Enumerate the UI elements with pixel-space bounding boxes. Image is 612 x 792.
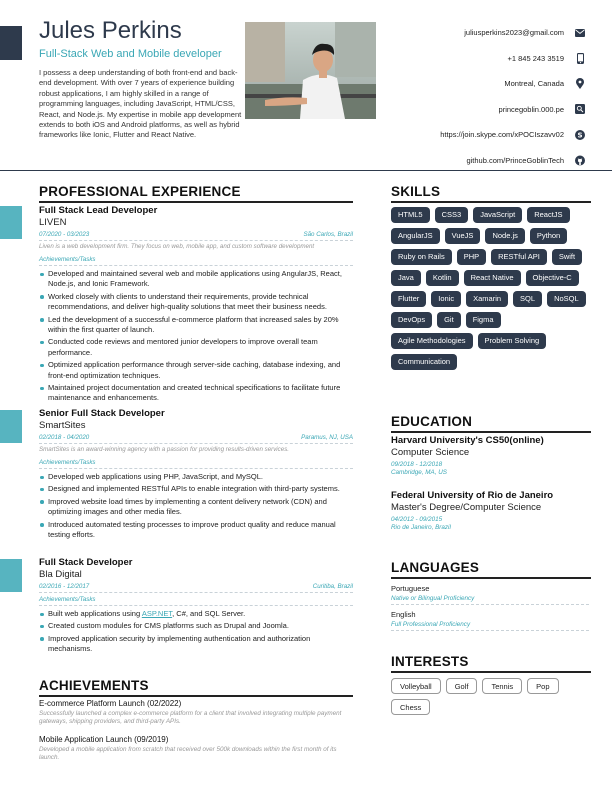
language-level: Native or Bilingual Proficiency <box>391 595 589 605</box>
skills-heading: SKILLS <box>391 184 441 199</box>
job-entry <box>39 408 353 542</box>
education-location: Rio de Janeiro, Brazil <box>391 523 451 531</box>
education-entry <box>391 490 591 531</box>
job-description: Liven is a web development firm. They focus on web, mobile app, and custom software development <box>39 243 315 250</box>
skill-tag: RESTful API <box>491 249 547 265</box>
experience-heading-rule <box>39 201 353 203</box>
interests-heading-rule <box>391 671 591 673</box>
job-bullet: Led the development of a successful e-commerce platform that increased sales by 20% within the first quarter of launch. <box>39 315 353 336</box>
skill-tag: Python <box>530 228 567 244</box>
achievement-description: Developed a mobile application from scratch that received over 500k downloads within the first month of its launch. <box>39 746 337 762</box>
skill-tag: Communication <box>391 354 457 370</box>
language-name: Portuguese <box>391 584 430 593</box>
job-bullet-list <box>39 472 353 540</box>
languages-heading-rule <box>391 577 591 579</box>
skill-tag: SQL <box>513 291 542 307</box>
job-bullet: Designed and implemented RESTful APIs to enable integration with third-party systems. <box>39 484 353 494</box>
skill-tag: Java <box>391 270 421 286</box>
skill-tag: JavaScript <box>473 207 522 223</box>
education-location: Cambridge, MA, US <box>391 468 447 476</box>
profile-photo <box>245 22 376 119</box>
achievement-title: E-commerce Platform Launch (02/2022) <box>39 699 182 708</box>
job-subheading: Achievements/Tasks <box>39 596 353 606</box>
job-meta <box>39 231 353 241</box>
contact-github-text[interactable]: github.com/PrinceGoblinTech <box>466 155 564 165</box>
language-item <box>391 610 591 631</box>
job-bullet: Improved website load times by implementing a content delivery network (CDN) and optimizing images and other media files. <box>39 497 353 518</box>
education-degree: Master's Degree/Computer Science <box>391 502 542 513</box>
education-degree: Computer Science <box>391 447 470 458</box>
github-icon <box>575 155 585 165</box>
skill-tag: Figma <box>466 312 501 328</box>
education-dates: 09/2018 - 12/2018 <box>391 461 443 468</box>
achievement-item <box>39 699 353 727</box>
education-heading-rule <box>391 431 591 433</box>
interest-tag: Chess <box>391 699 430 715</box>
contact-skype[interactable] <box>385 122 585 148</box>
skill-tag: AngularJS <box>391 228 440 244</box>
skill-tag: Objective-C <box>526 270 579 286</box>
job-title: Senior Full Stack Developer <box>39 408 165 419</box>
skill-tag: Agile Methodologies <box>391 333 473 349</box>
job-location: Curitiba, Brazil <box>312 583 353 590</box>
interest-tag: Volleyball <box>391 678 441 694</box>
skills-heading-rule <box>391 201 591 203</box>
job-bullet-list <box>39 609 353 655</box>
achievement-description: Successfully launched a complex e-commerce platform for a client that involved integrating multiple payment gateways, shipping providers, and third-party APIs. <box>39 710 342 726</box>
skill-tag: ReactJS <box>527 207 569 223</box>
education-dates: 04/2012 - 09/2015 <box>391 516 443 523</box>
job-company: Bla Digital <box>39 569 82 580</box>
job-bullet: Worked closely with clients to understand their requirements, provide technical recommendations, and deliver high-quality solutions that meet their business needs. <box>39 292 353 313</box>
skill-tag: Flutter <box>391 291 426 307</box>
contact-list <box>385 20 585 173</box>
skill-tag: VueJS <box>445 228 481 244</box>
skill-tag: DevOps <box>391 312 432 328</box>
job-dates: 02/2016 - 12/2017 <box>39 583 90 590</box>
location-icon <box>575 79 585 89</box>
skill-tag: Problem Solving <box>478 333 547 349</box>
contact-email-text[interactable]: juliusperkins2023@gmail.com <box>464 28 564 38</box>
skill-tag: Git <box>437 312 461 328</box>
job-bullet: Introduced automated testing processes to improve product quality and reduce manual testing efforts. <box>39 520 353 541</box>
mail-icon <box>575 28 585 38</box>
job-bullet: Improved application security by implementing authentication and authorization mechanisms. <box>39 634 353 655</box>
job-accent-bar <box>0 206 22 239</box>
job-subheading: Achievements/Tasks <box>39 459 353 469</box>
contact-phone[interactable] <box>385 46 585 72</box>
job-description: SmartSites is an award-winning agency with a passion for providing results-driven services. <box>39 446 290 453</box>
skill-tag: CSS3 <box>435 207 469 223</box>
phone-icon <box>575 53 585 63</box>
achievements-heading: ACHIEVEMENTS <box>39 678 149 693</box>
job-subheading: Achievements/Tasks <box>39 256 353 266</box>
interests-heading: INTERESTS <box>391 654 469 669</box>
skill-tag: Xamarin <box>466 291 508 307</box>
job-bullet: Developed web applications using PHP, JavaScript, and MySQL. <box>39 472 353 482</box>
job-location: Paramus, NJ, USA <box>301 434 353 441</box>
skill-tag: HTML5 <box>391 207 430 223</box>
contact-email[interactable] <box>385 20 585 46</box>
job-entry <box>39 205 353 406</box>
job-company: LIVEN <box>39 217 67 228</box>
contact-location-text: Montreal, Canada <box>504 79 564 89</box>
job-bullet-list <box>39 269 353 404</box>
skill-tag: Swift <box>552 249 582 265</box>
job-dates: 02/2018 - 04/2020 <box>39 434 90 441</box>
contact-skype-text[interactable]: https://join.skype.com/xPOCIszavv02 <box>440 130 564 140</box>
education-heading: EDUCATION <box>391 414 473 429</box>
skill-tag: Ionic <box>431 291 461 307</box>
interest-tag: Pop <box>527 678 558 694</box>
contact-location <box>385 71 585 97</box>
job-meta <box>39 583 353 593</box>
job-entry <box>39 557 353 657</box>
interest-tag: Tennis <box>482 678 522 694</box>
profile-summary: I possess a deep understanding of both front-end and back-end development. With over 7 years of experience building robust applications, I am highly skilled in a range of programming languages, including JavaScript, HTML/CSS, React, and Node.js. My expertise in mobile app development extends to both iOS and Android platforms, as well as hybrid frameworks like Ionic, Flutter and React Native. <box>39 68 242 140</box>
header-accent-block <box>0 26 22 60</box>
languages-heading: LANGUAGES <box>391 560 480 575</box>
skill-tag: NoSQL <box>547 291 586 307</box>
education-entry <box>391 435 591 476</box>
job-accent-bar <box>0 410 22 443</box>
achievements-heading-rule <box>39 695 353 697</box>
skills-list <box>391 207 591 375</box>
skill-tag: Kotlin <box>426 270 459 286</box>
job-bullet: Optimized application performance through server-side caching, database indexing, and front-end optimization techniques. <box>39 360 353 381</box>
interests-list <box>391 678 591 720</box>
achievement-item <box>39 735 353 763</box>
contact-website-text[interactable]: princegoblin.000.pe <box>498 104 564 114</box>
job-dates: 07/2020 - 03/2023 <box>39 231 90 238</box>
job-title: Full Stack Lead Developer <box>39 205 158 216</box>
website-icon <box>575 104 585 114</box>
skype-icon <box>575 130 585 140</box>
job-title: Full Stack Developer <box>39 557 133 568</box>
skill-tag: Ruby on Rails <box>391 249 452 265</box>
skill-tag: React Native <box>464 270 521 286</box>
aspnet-link[interactable]: ASP.NET <box>141 609 173 618</box>
job-accent-bar <box>0 559 22 592</box>
achievement-title: Mobile Application Launch (09/2019) <box>39 735 169 744</box>
job-bullet: Conducted code reviews and mentored junior developers to improve overall team performance. <box>39 337 353 358</box>
skill-tag: PHP <box>457 249 486 265</box>
language-level: Full Professional Proficiency <box>391 621 589 631</box>
job-bullet <box>39 609 353 619</box>
job-bullet: Maintained project documentation and created technical specifications to facilitate future maintenance and enhancements. <box>39 383 353 404</box>
experience-heading: PROFESSIONAL EXPERIENCE <box>39 184 241 199</box>
bullet-text-post: , C#, and SQL Server. <box>172 609 246 618</box>
candidate-role: Full-Stack Web and Mobile developer <box>39 48 222 60</box>
job-bullet: Created custom modules for CMS platforms such as Drupal and Joomla. <box>39 621 353 631</box>
job-location: São Carlos, Brazil <box>303 231 353 238</box>
language-item <box>391 584 591 605</box>
skill-tag: Node.js <box>485 228 524 244</box>
bullet-text-pre: Built web applications using <box>48 609 142 618</box>
language-name: English <box>391 610 416 619</box>
svg-text:S: S <box>577 131 583 140</box>
job-bullet: Developed and maintained several web and mobile applications using AngularJS, React, Node.js, and Ionic Framework. <box>39 269 353 290</box>
education-school: Federal University of Rio de Janeiro <box>391 490 554 501</box>
contact-website[interactable] <box>385 97 585 123</box>
job-meta <box>39 434 353 444</box>
candidate-name: Jules Perkins <box>39 17 182 44</box>
header-divider <box>0 170 612 171</box>
interest-tag: Golf <box>446 678 478 694</box>
contact-phone-text[interactable]: +1 845 243 3519 <box>507 53 564 63</box>
job-company: SmartSites <box>39 420 86 431</box>
education-school: Harvard University's CS50(online) <box>391 435 544 446</box>
